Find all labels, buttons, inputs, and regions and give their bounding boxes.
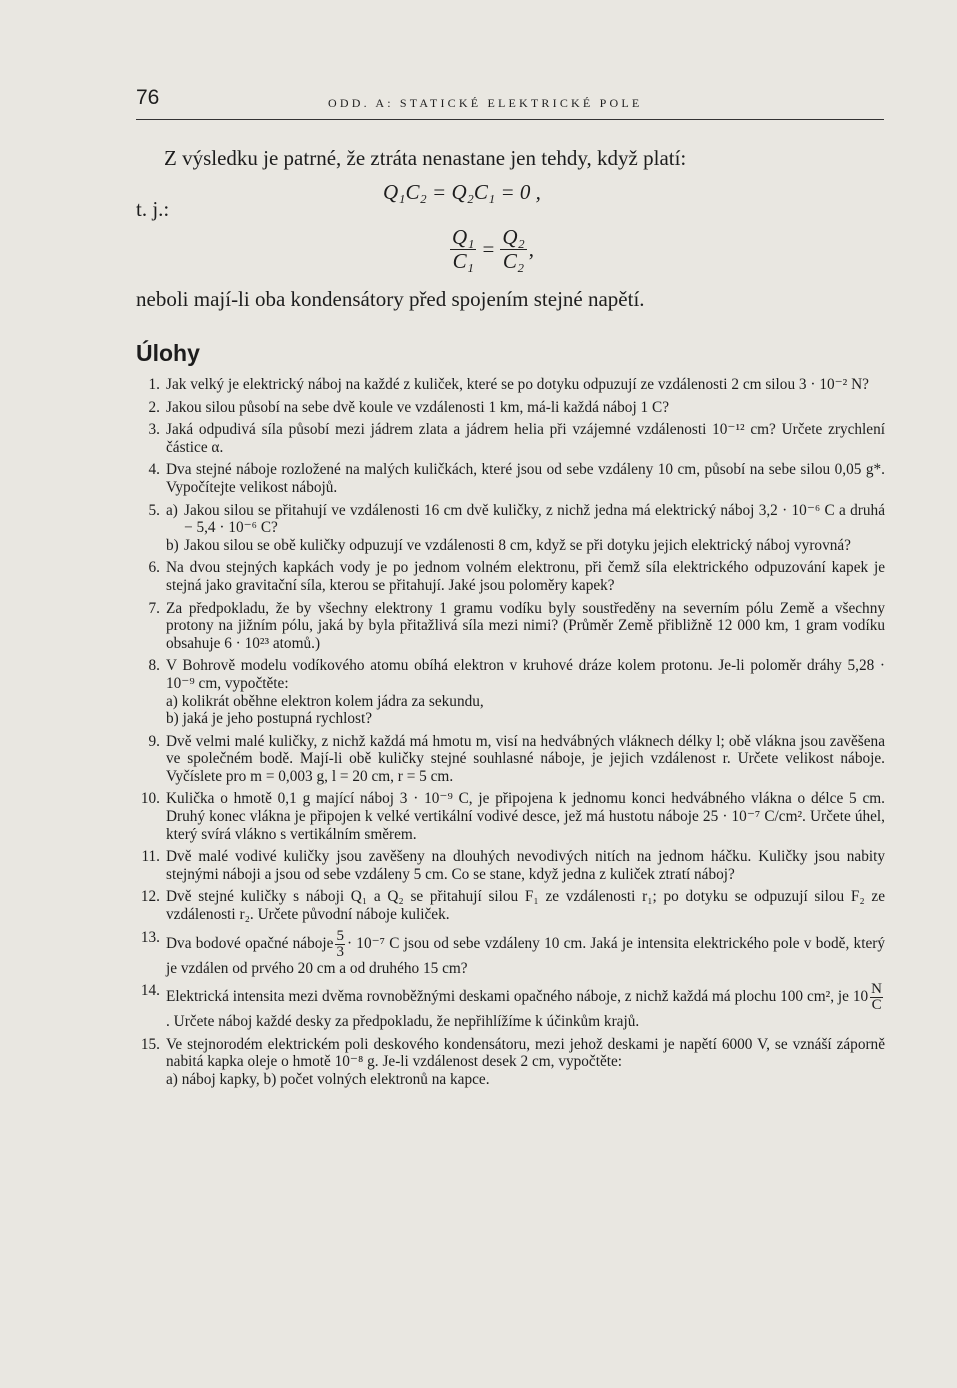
problem-number: 10. [140, 790, 160, 808]
problem-text [166, 1036, 885, 1089]
tj-label: t. j.: [136, 197, 170, 221]
problem-number: 4. [148, 461, 160, 479]
problem-number: 1. [148, 376, 160, 393]
problem-item [133, 502, 885, 555]
fraction-denominator: C [871, 997, 882, 1014]
problem-text: Kulička o hmotě 0,1 g mající náboj 3 · 10⁻⁹ C, je připojena k jednomu konci hedvábného vlákna o délce 5 cm. Druhý konec vlákna je připojen k velké vertikální vodivé desce, jež má hustotu náboje 25 · 10⁻⁷ C/cm². Určete úhel, který svírá vlákno s vertikálním směrem. [166, 790, 885, 843]
problem-number: 12. [140, 888, 160, 906]
problem-text-post: . Určete náboj každé desky za předpokladu, že nepřihlížíme k účinkům krajů. [166, 1013, 640, 1031]
sub-question [166, 502, 885, 537]
problem-text [166, 502, 885, 555]
problem-item [133, 559, 885, 594]
section-title: Úlohy [136, 340, 200, 366]
problem-item [133, 399, 885, 417]
sub-label: b) [166, 536, 179, 554]
problem-item [133, 421, 885, 456]
problem-text: Jakou silou působí na sebe dvě koule ve vzdálenosti 1 km, má-li každá náboj 1 C? [166, 398, 669, 416]
sub-text: Jakou silou se obě kuličky odpuzují ve vzdálenosti 8 cm, když se při dotyku jejich elektrický náboj vyrovná? [184, 536, 851, 554]
problem-line: a) kolikrát oběhne elektron kolem jádra za sekundu, [166, 692, 484, 710]
intro-conclusion: neboli mají-li oba kondensátory před spojením stejné napětí. [136, 287, 645, 311]
problem-text [166, 657, 885, 727]
problem-list [133, 376, 885, 1094]
problem-text: Jaká odpudivá síla působí mezi jádrem zlata a jádrem helia při vzájemné vzdálenosti 10⁻¹² cm? Určete zrychlení částice α. [166, 421, 885, 456]
problem-item [133, 657, 885, 727]
problem-number: 8. [148, 657, 160, 675]
problem-number: 14. [140, 982, 160, 1000]
problem-text [166, 982, 885, 1031]
problem-number: 13. [140, 928, 160, 946]
problem-text: Dvě stejné kuličky s náboji Q₁ a Q₂ se přitahují silou F₁ ze vzdálenosti r₁; po dotyku se odpuzují silou F₂ ze vzdálenosti r₂. Určete původní náboje kuliček. [166, 888, 885, 924]
problem-text: Jak velký je elektrický náboj na každé z kuliček, které se po dotyku odpuzují ze vzdálenosti 2 cm silou 3 · 10⁻² N? [166, 376, 869, 393]
problem-text: Za předpokladu, že by všechny elektrony 1 gramu vodíku byly soustředěny na severním pólu Země a všechny protony na jižním pólu, jaká by byla přitažlivá síla mezi nimi? (Průměr Země přibližně 12 000 km, 1 gram vodíku obsahuje 6 · 10²³ atomů.) [166, 599, 885, 652]
fraction-denominator: 3 [336, 943, 344, 960]
problem-item [133, 929, 885, 978]
fraction-left: $\frac{\text{Q₁}}{\text{C₁}}$ [452, 225, 475, 274]
problem-text-post: · 10⁻⁷ C jsou od sebe vzdáleny 10 cm. Jaká je intensita elektrického pole v bodě, který je vzdálen od prvého 20 cm a od druhého 15 cm? [166, 934, 885, 977]
problem-item [133, 790, 885, 843]
problem-text-pre: Elektrická intensita mezi dvěma rovnoběžnými deskami opačného náboje, z nichž každá má plochu 100 cm², je 10 [166, 988, 869, 1006]
problem-line: b) jaká je jeho postupná rychlost? [166, 710, 373, 728]
sub-label: a) [166, 501, 178, 519]
fraction-numerator: N [871, 981, 882, 998]
equation-1: Q₁C₂ = Q₂C₁ = 0 , [383, 180, 541, 204]
problem-item [133, 888, 885, 923]
fraction-right: $\frac{\text{Q₂}}{\text{C₂}}$ [502, 225, 525, 274]
header-rule [136, 119, 884, 120]
sub-text: Jakou silou se přitahují ve vzdálenosti 16 cm dvě kuličky, z nichž jedna má elektrický náboj 3,2 · 10⁻⁶ C a druhá − 5,4 · 10⁻⁶ C? [184, 501, 885, 537]
problem-item [133, 848, 885, 883]
problem-text: Dvě velmi malé kuličky, z nichž každá má hmotu m, visí na hedvábných vláknech délky l; obě vlákna jsou zavěšena ve společném bodě. Mají-li obě kuličky stejné souhlasné náboje, je jejich vzdálenost r. Určete velikost náboje. Vyčíslete pro m = 0,003 g, l = 20 cm, r = 5 cm. [166, 732, 885, 785]
problem-item [133, 733, 885, 786]
problem-text: Dvě malé vodivé kuličky jsou zavěšeny na dlouhých nevodivých nitích na jednom háčku. Kuličky jsou nabity stejnými náboji a jsou od sebe vzdáleny 5 cm. Co se stane, když jedna z kuliček ztratí náboj? [166, 848, 885, 883]
problem-line: a) náboj kapky, b) počet volných elektronů na kapce. [166, 1071, 490, 1088]
intro-line: Z výsledku je patrné, že ztráta nenastane jen tehdy, když platí: [164, 146, 687, 170]
page-number: 76 [136, 86, 160, 109]
problem-item [133, 600, 885, 653]
inline-fraction [870, 982, 883, 1013]
problem-number: 11. [141, 848, 160, 866]
problem-number: 2. [148, 398, 160, 416]
problem-line: Ve stejnorodém elektrickém poli deskového kondensátoru, mezi jehož deskami je napětí 6000 V, se vznáší záporně nabitá kapka oleje o hmotě 10⁻⁸ g. Je-li vzdálenost desek 2 cm, vypočtěte: [166, 1035, 885, 1071]
problem-number: 5. [148, 501, 160, 519]
inline-fraction [335, 929, 345, 960]
problem-number: 6. [148, 559, 160, 577]
problem-item [133, 1036, 885, 1089]
problem-text [166, 929, 885, 978]
problem-item [133, 982, 885, 1031]
running-head: ODD. A: STATICKÉ ELEKTRICKÉ POLE [328, 96, 643, 110]
problem-number: 7. [148, 599, 160, 617]
problem-line: V Bohrově modelu vodíkového atomu obíhá elektron v kruhové dráze kolem protonu. Je-li poloměr dráhy 5,28 · 10⁻⁹ cm, vypočtěte: [166, 657, 885, 692]
problem-text: Dva stejné náboje rozložené na malých kuličkách, které jsou od sebe vzdáleny 10 cm, působí na sebe silou 0,05 g*. Vypočítejte velikost nábojů. [166, 461, 885, 496]
problem-number: 15. [140, 1035, 160, 1053]
sub-question [166, 537, 885, 555]
problem-item [133, 461, 885, 496]
problem-text-pre: Dva bodové opačné náboje [166, 934, 334, 952]
problem-item [133, 376, 885, 394]
problem-text: Na dvou stejných kapkách vody je po jednom volném elektronu, při čemž síla elektrického odpuzování kapek je stejná jako gravitační síla, kterou se přitahují. Jaké jsou poloměry kapek? [166, 559, 885, 594]
problem-number: 9. [148, 732, 160, 750]
fraction-numerator: 5 [336, 927, 344, 944]
equation-2: $\frac{\text{Q₁}}{\text{C₁}}$ = $\frac{\text{Q₂}}{\text{C₂}}$ , [452, 225, 535, 274]
problem-number: 3. [148, 421, 160, 439]
